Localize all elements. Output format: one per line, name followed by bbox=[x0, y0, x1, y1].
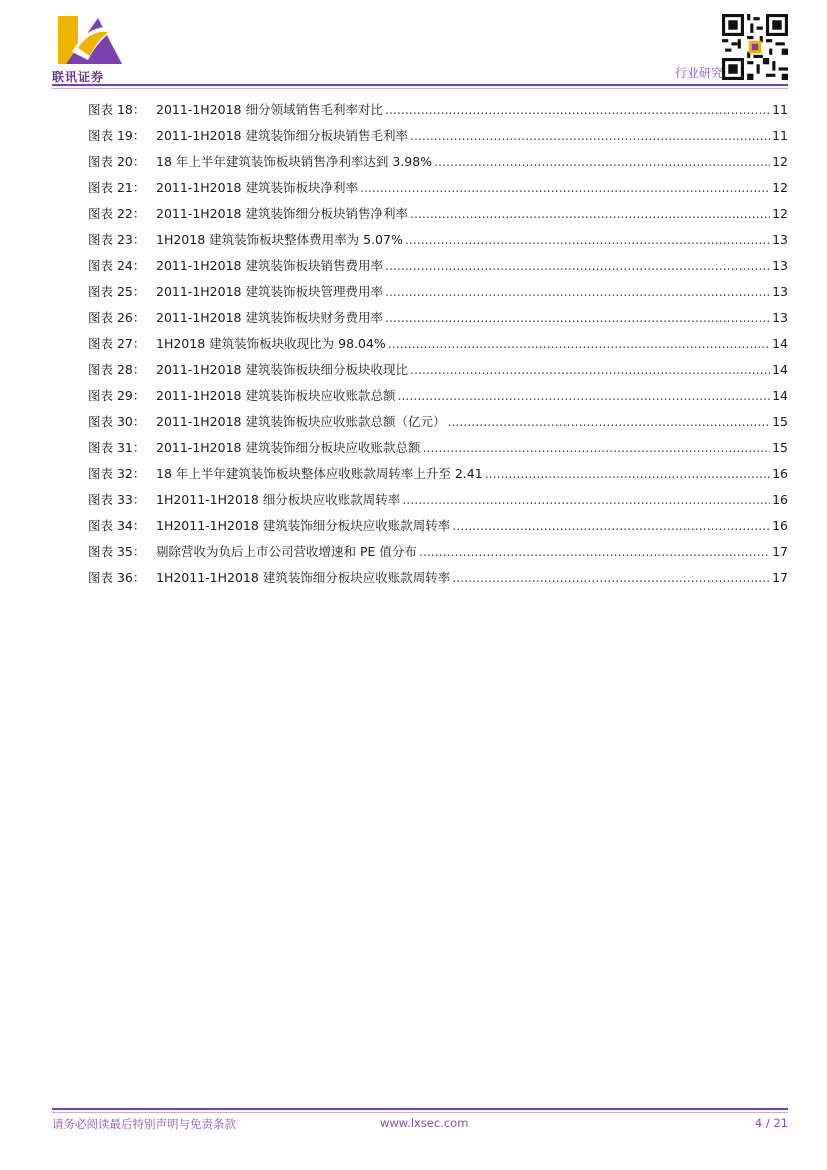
toc-entry-label: 图表 34： bbox=[88, 518, 146, 533]
toc-entry-title[interactable]: 1H2011-1H2018 建筑装饰细分板块应收账款周转率 bbox=[156, 570, 451, 585]
toc-entry[interactable] bbox=[88, 487, 788, 513]
toc-entry[interactable] bbox=[88, 253, 788, 279]
toc-leader-dots bbox=[485, 461, 770, 487]
toc-entry-page[interactable]: 13 bbox=[772, 284, 788, 299]
toc-leader-dots bbox=[385, 97, 770, 123]
toc-leader-dots bbox=[397, 383, 770, 409]
toc-entry-page[interactable]: 11 bbox=[772, 102, 788, 117]
footer-divider-thin bbox=[52, 1112, 788, 1113]
footer-divider bbox=[52, 1108, 788, 1110]
toc-entry[interactable] bbox=[88, 539, 788, 565]
toc-entry[interactable] bbox=[88, 409, 788, 435]
logo-text: 联讯证券 bbox=[52, 70, 105, 84]
toc-entry-page[interactable]: 16 bbox=[772, 466, 788, 481]
toc-entry-title[interactable]: 2011-1H2018 建筑装饰板块财务费用率 bbox=[156, 310, 383, 325]
toc-entry-page[interactable]: 15 bbox=[772, 414, 788, 429]
toc-entry-title[interactable]: 18 年上半年建筑装饰板块整体应收账款周转率上升至 2.41 bbox=[156, 466, 483, 481]
toc-entry[interactable] bbox=[88, 149, 788, 175]
toc-leader-dots bbox=[452, 513, 770, 539]
report-type-label: 行业研究 bbox=[674, 66, 723, 80]
toc-entry-page[interactable]: 14 bbox=[772, 336, 788, 351]
toc-entry-title[interactable]: 2011-1H2018 建筑装饰细分板块应收账款总额 bbox=[156, 440, 421, 455]
toc-entry[interactable] bbox=[88, 279, 788, 305]
toc-entry-page[interactable]: 13 bbox=[772, 310, 788, 325]
toc-entry-page[interactable]: 14 bbox=[772, 362, 788, 377]
toc-entry[interactable] bbox=[88, 435, 788, 461]
toc-leader-dots bbox=[385, 253, 770, 279]
toc-leader-dots bbox=[402, 487, 770, 513]
toc-leader-dots bbox=[385, 279, 770, 305]
toc-entry-label: 图表 18： bbox=[88, 102, 146, 117]
toc-entry-title[interactable]: 2011-1H2018 建筑装饰板块应收账款总额 bbox=[156, 388, 396, 403]
toc-entry-label: 图表 22： bbox=[88, 206, 146, 221]
toc-entry-label: 图表 32： bbox=[88, 466, 146, 481]
header-divider bbox=[52, 84, 788, 86]
toc-entry-label: 图表 28： bbox=[88, 362, 146, 377]
toc-entry-title[interactable]: 2011-1H2018 建筑装饰板块应收账款总额（亿元） bbox=[156, 414, 446, 429]
toc-leader-dots bbox=[405, 227, 770, 253]
toc-entry-label: 图表 36： bbox=[88, 570, 146, 585]
toc-entry-page[interactable]: 12 bbox=[772, 180, 788, 195]
disclaimer-note: 请务必阅读最后特别声明与免责条款 bbox=[52, 1117, 236, 1131]
toc-leader-dots bbox=[385, 305, 770, 331]
toc-entry-label: 图表 21： bbox=[88, 180, 146, 195]
toc-leader-dots bbox=[447, 409, 770, 435]
toc-entry-page[interactable]: 16 bbox=[772, 518, 788, 533]
toc-entry-title[interactable]: 2011-1H2018 建筑装饰板块净利率 bbox=[156, 180, 358, 195]
toc-entry-title[interactable]: 18 年上半年建筑装饰板块销售净利率达到 3.98% bbox=[156, 154, 433, 169]
company-logo bbox=[52, 12, 132, 82]
toc-entry[interactable] bbox=[88, 513, 788, 539]
toc-entry-title[interactable]: 剔除营收为负后上市公司营收增速和 PE 值分布 bbox=[156, 544, 417, 559]
toc-entry-title[interactable]: 1H2018 建筑装饰板块整体费用率为 5.07% bbox=[156, 232, 403, 247]
toc-entry-title[interactable]: 2011-1H2018 建筑装饰细分板块销售毛利率 bbox=[156, 128, 408, 143]
toc-entry[interactable] bbox=[88, 331, 788, 357]
figure-index-list bbox=[88, 97, 788, 591]
website-link[interactable]: www.lxsec.com bbox=[380, 1116, 469, 1130]
toc-entry-title[interactable]: 1H2011-1H2018 建筑装饰细分板块应收账款周转率 bbox=[156, 518, 451, 533]
toc-entry-title[interactable]: 1H2011-1H2018 细分板块应收账款周转率 bbox=[156, 492, 401, 507]
toc-entry-page[interactable]: 13 bbox=[772, 232, 788, 247]
toc-entry-page[interactable]: 12 bbox=[772, 154, 788, 169]
toc-entry-title[interactable]: 1H2018 建筑装饰板块收现比为 98.04% bbox=[156, 336, 386, 351]
toc-entry[interactable] bbox=[88, 305, 788, 331]
toc-entry-label: 图表 19： bbox=[88, 128, 146, 143]
toc-entry-label: 图表 29： bbox=[88, 388, 146, 403]
toc-entry[interactable] bbox=[88, 357, 788, 383]
toc-leader-dots bbox=[434, 149, 770, 175]
toc-entry-page[interactable]: 17 bbox=[772, 570, 788, 585]
toc-entry[interactable] bbox=[88, 461, 788, 487]
toc-entry-page[interactable]: 13 bbox=[772, 258, 788, 273]
toc-entry[interactable] bbox=[88, 123, 788, 149]
toc-entry-page[interactable]: 17 bbox=[772, 544, 788, 559]
page-number: 4 / 21 bbox=[754, 1116, 788, 1130]
toc-entry-label: 图表 24： bbox=[88, 258, 146, 273]
toc-entry-title[interactable]: 2011-1H2018 建筑装饰板块销售费用率 bbox=[156, 258, 383, 273]
toc-entry[interactable] bbox=[88, 175, 788, 201]
toc-leader-dots bbox=[410, 123, 770, 149]
toc-entry-label: 图表 23： bbox=[88, 232, 146, 247]
toc-entry-label: 图表 20： bbox=[88, 154, 146, 169]
toc-entry-label: 图表 27： bbox=[88, 336, 146, 351]
toc-entry-page[interactable]: 15 bbox=[772, 440, 788, 455]
toc-entry-label: 图表 30： bbox=[88, 414, 146, 429]
header-divider-thin bbox=[52, 88, 788, 89]
toc-entry-page[interactable]: 12 bbox=[772, 206, 788, 221]
toc-entry-label: 图表 31： bbox=[88, 440, 146, 455]
toc-entry[interactable] bbox=[88, 565, 788, 591]
toc-entry-page[interactable]: 14 bbox=[772, 388, 788, 403]
toc-leader-dots bbox=[419, 539, 770, 565]
toc-entry-title[interactable]: 2011-1H2018 细分领域销售毛利率对比 bbox=[156, 102, 383, 117]
toc-leader-dots bbox=[388, 331, 770, 357]
toc-entry-label: 图表 25： bbox=[88, 284, 146, 299]
toc-entry[interactable] bbox=[88, 383, 788, 409]
toc-entry-label: 图表 26： bbox=[88, 310, 146, 325]
toc-entry-page[interactable]: 11 bbox=[772, 128, 788, 143]
toc-leader-dots bbox=[452, 565, 770, 591]
toc-leader-dots bbox=[360, 175, 770, 201]
toc-leader-dots bbox=[422, 435, 770, 461]
toc-leader-dots bbox=[410, 357, 770, 383]
logo-mark-icon bbox=[58, 12, 124, 68]
toc-entry[interactable] bbox=[88, 201, 788, 227]
toc-entry[interactable] bbox=[88, 227, 788, 253]
toc-entry-label: 图表 33： bbox=[88, 492, 146, 507]
qr-code-icon bbox=[722, 14, 788, 80]
toc-entry-title[interactable]: 2011-1H2018 建筑装饰板块细分板块收现比 bbox=[156, 362, 408, 377]
toc-entry-page[interactable]: 16 bbox=[772, 492, 788, 507]
toc-entry-title[interactable]: 2011-1H2018 建筑装饰细分板块销售净利率 bbox=[156, 206, 408, 221]
toc-entry-title[interactable]: 2011-1H2018 建筑装饰板块管理费用率 bbox=[156, 284, 383, 299]
toc-leader-dots bbox=[410, 201, 770, 227]
toc-entry[interactable] bbox=[88, 97, 788, 123]
toc-entry-label: 图表 35： bbox=[88, 544, 146, 559]
